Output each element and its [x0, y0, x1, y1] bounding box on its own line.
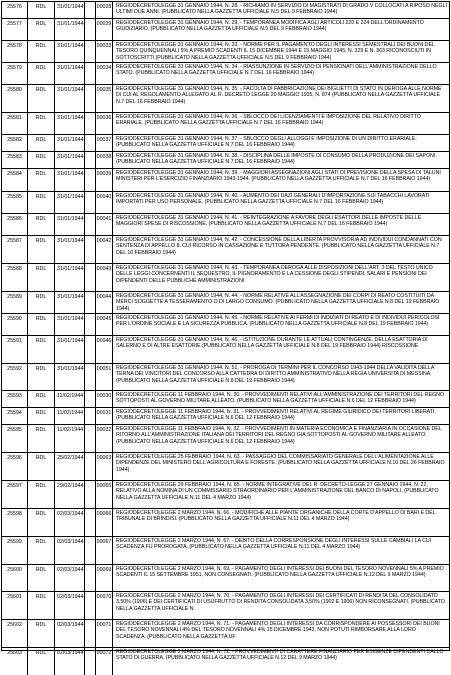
act-number: 00029: [96, 19, 113, 40]
record-number: 25583: [2, 152, 28, 168]
record-number: 25602: [2, 620, 28, 647]
blank-cell: [85, 592, 96, 619]
act-date: 31/01/1944: [55, 364, 85, 390]
act-type: RDL: [28, 425, 55, 452]
act-number: 00042: [96, 236, 113, 263]
record-number: 25593: [2, 391, 28, 407]
act-type: RDL: [28, 336, 55, 363]
act-number: 00063: [96, 453, 113, 480]
blank-cell: [85, 537, 96, 564]
act-number: 00038: [96, 152, 113, 168]
record-number: 25600: [2, 565, 28, 591]
blank-cell: [85, 113, 96, 134]
table-row: [2, 408, 449, 425]
table-row: [2, 364, 449, 391]
act-number: 00036: [96, 113, 113, 134]
act-number: 00032: [96, 425, 113, 452]
blank-cell: [85, 85, 96, 112]
act-type: RDL: [28, 314, 55, 335]
blank-cell: [85, 292, 96, 313]
record-number: 25596: [2, 453, 28, 480]
act-type: RDL: [28, 63, 55, 84]
blank-cell: [85, 453, 96, 480]
record-number: 25592: [2, 364, 28, 390]
act-number: 00046: [96, 336, 113, 363]
act-number: 00065: [96, 481, 113, 508]
act-description: REGIODECRETOLEGGE 31 GENNAIO 1944, N. 41. - REINTEGRAZIONE A FAVORE DEGLI ESATTORI DELLE IMPOSTE DELLE MAGGIORI SPESE DI RISCOSSIONE. (PUBBLICATO NELLA GAZZETTA UFFICIALE N.7 DEL 16 FEBBRAIO 1944): [116, 215, 422, 228]
blank-cell: [85, 2, 96, 18]
act-number: 00041: [96, 214, 113, 235]
act-description: REGIODECRETOLEGGE 31 GENNAIO 1944, N. 51. - PROROGA DI TERMINI PER IL CONCORSO 1943-1944 DELLA VALIDITA DELLA TERNA DEI VINCITORI DEL CONCORSO ALLA CATTEDRA DI DIRITTO AMMINISTRATIVO NELLA REGIA UNIVERSITA DI MESSINA. (PUBBLICATO NELLA GAZZETTA UFFICIALE N.8 DEL 19 FEBBRAIO 1944): [116, 365, 435, 384]
act-date: 31/01/1944: [55, 135, 85, 151]
act-number: 00071: [96, 620, 113, 647]
act-description: REGIODECRETOLEGGE 31 GENNAIO 1944, N. 37. - SBLOCCO DEGLI ALLOGGI E IMPOSIZIONE DI UN DIRITTO ERARIALE. (PUBBLICATO NELLA GAZZETTA UFFICIALE N.7 DEL 16 FEBBRAIO 1944): [116, 136, 417, 149]
act-number: 00067: [96, 537, 113, 564]
act-description: REGIODECRETOLEGGE 31 GENNAIO 1944, N. 39. - MAGGIORI ASSEGNAZIONI AGLI STATI DI PREVISIONE DELLA SPESA DI TALUNI MINISTERI PER L'ESERCIZIO FINANZIARIO 1943-1944. (PUBBLICATO NELLA GAZZETTA UFFICIALE N.7 DEL 16 FEBBRAIO 1944): [116, 170, 441, 183]
act-description: REGIODECRETOLEGGE 2 MARZO 1944, N. 69. - PAGAMENTO DEGLI INTERESSI DEI BUONI DEL TESORO NOVENNALI 5% A PREMIO SCADENTI IL 15 SETTEMBRE 1951, NON CONSEGNATI. (PUBBLICATO NELLA GAZZETTA UFFICIALE N.12 DEL 9 MARZO 1944): [116, 566, 444, 579]
act-date: 02/03/1944: [55, 537, 85, 564]
record-number: 25597: [2, 481, 28, 508]
blank-cell: [85, 364, 96, 390]
act-description: REGIODECRETOLEGGE 2 MARZO 1944, N. 66. - MODIFICHE ALLE PIANTE ORGANICHE DELLA CORTE D'APPELLO DI BARI E DEL TRIBUNALE DI BRINDISI. (PUBBLICATO NELLA GAZZETTA UFFICIALE N.11 DEL 4 MARZO 1944): [116, 510, 436, 523]
act-date: 11/02/1944: [55, 391, 85, 407]
act-date: 31/01/1944: [55, 314, 85, 335]
table-row: [2, 453, 449, 481]
act-description: REGIODECRETOLEGGE 31 GENNAIO 1944, N. 38. - DISCIPLINA DELLE IMPOSTE DI CONSUMO DELLA PRODUZIONE DEI SAPONI. (PUBBLICATO NELLA GAZZETTA UFFICIALE N.7 DEL 16 FEBBRAIO 1944): [116, 153, 437, 166]
table-row: [2, 425, 449, 453]
table-row: [2, 63, 449, 85]
act-number: 00069: [96, 565, 113, 591]
act-description: REGIODECRETOLEGGE 31 GENNAIO 1944, N. 34. - RIASSUNZIONE IN SERVIZIO DI PENSIONATI DELL'AMMINISTRAZIONE DELLO STATO. (PUBBLICATO NELLA GAZZETTA UFFICIALE N.7 DEL 16 FEBBRAIO 1944): [116, 64, 437, 77]
act-description: REGIODECRETOLEGGE 2 MARZO 1944, N. 67. - DEBITO DELLA CORRESPONSIONE DEGLI INTERESSI SULLE CAMBIALI LA CUI SCADENZA FU PROROGATA. (PUBBLICATO NELLA GAZZETTA UFFICIALE N.11 DEL 4 MARZO 1944): [116, 538, 432, 551]
act-date: 31/01/1944: [55, 214, 85, 235]
act-type: RDL: [28, 509, 55, 536]
record-number: 25579: [2, 63, 28, 84]
record-number: 25603: [2, 648, 28, 675]
act-description: REGIODECRETOLEGGE 31 GENNAIO 1944, N. 46. - ISTITUZIONE DURANTE LE ATTUALI CONTINGENZE, DELLA ESATTORIA DI SALERNO E DI ALTRE ESATTORIE (PUBBLICATO NELLA GAZZETTA UFFICIALE N.8 DEL 19 FEBBRAIO 1944) RISCOSSIONE: [116, 337, 428, 350]
act-date: 02/03/1944: [55, 592, 85, 619]
act-number: 00039: [96, 169, 113, 191]
act-type: RDL: [28, 214, 55, 235]
table-row: [2, 314, 449, 336]
record-number: 25577: [2, 19, 28, 40]
table-row: [2, 509, 449, 537]
blank-cell: [85, 314, 96, 335]
act-number: 00028: [96, 2, 113, 18]
act-description: REGIODECRETOLEGGE 2 MARZO 1944, N. 72. - PROVVEDIMENTI DI CARATTERE FINANZIARIO PER ESIGENZE DIPENDENTI DALLO STATO DI GUERRA. (PUBBLICATO NELLA GAZZETTA UFFICIALE N.12 DEL 9 MARZO 1944): [116, 649, 444, 662]
blank-cell: [85, 192, 96, 213]
act-type: RDL: [28, 236, 55, 263]
table-row: [2, 391, 449, 408]
table-row: [2, 41, 449, 63]
act-number: 00043: [96, 264, 113, 291]
act-description: REGIODECRETOLEGGE 11 FEBBRAIO 1944, N. 32. - PROVVEDIMENTI IN MATERIA ECONOMICA E FINANZIARIA IN OCCASIONE DEL RITORNO ALL'AMMINISTRAZIONE ITALIANA DEI TERRITORI DEL REGNO GIA SOTTOPOSTI AL GOVERNO MILITARE ALLEATO. (PUBBLICATO NELLA GAZZETTA UFFICIALE N.6 DEL 12 FEBBRAIO 1944): [116, 426, 442, 445]
act-date: 11/02/1944: [55, 408, 85, 424]
act-type: RDL: [28, 481, 55, 508]
act-number: 00072: [96, 648, 113, 675]
act-date: 11/02/1944: [55, 425, 85, 452]
act-number: 00051: [96, 364, 113, 390]
act-description: REGIODECRETOLEGGE 31 GENNAIO 1944, N. 28. - RICHIAMO IN SERVIZIO DI MAGISTRATI DI GRADO V COLLOCATI A RIPOSO NEGLI ULTIMI DUE ANNI. (PUBBLICATO NELLA GAZZETTA UFFICIALE N.5 DEL 9 FEBBRAIO 1944): [116, 3, 447, 16]
act-date: 31/01/1944: [55, 63, 85, 84]
table-row: [2, 135, 449, 152]
act-type: RDL: [28, 264, 55, 291]
act-description: REGIODECRETOLEGGE 31 GENNAIO 1944, N. 40. - AUMENTO DEI DAZI GENERALI D'IMPORTAZIONE SUI TABACCHI LAVORATI IMPORTATI PER USO PERSONALE. (PUBBLICATO NELLA GAZZETTA UFFICIALE N.7 DEL 16 FEBBRAIO 1944): [116, 193, 430, 206]
blank-cell: [85, 63, 96, 84]
blank-cell: [85, 41, 96, 62]
act-description: REGIODECRETOLEGGE 31 GENNAIO 1944, N. 29. - TEMPORANEA MODIFICA AGLI ARTICOLI 220 E 224 DELL'ORDINAMENTO GIUDIZIARIO. (PUBBLICATO NELLA GAZZETTA UFFICIALE N.5 DEL 9 FEBBRAIO 1944): [116, 20, 424, 33]
act-date: 29/02/1944: [55, 481, 85, 508]
record-number: 25588: [2, 264, 28, 291]
act-date: 31/01/1944: [55, 336, 85, 363]
blank-cell: [85, 509, 96, 536]
act-type: RDL: [28, 2, 55, 18]
table-row: [2, 2, 449, 19]
act-description: REGIODECRETOLEGGE 31 GENNAIO 1944, N. 35. - FACOLTA DI FABBRICAZIONE DEI BIGLIETTI DI STATO IN DEROGA ALLE NORME DI CUI AL REGOLAMENTO ALLEGATO AL R. DECRETO LEGGE 20 MAGGIO 1935, N. 874 (PUBBLICATO NELLA GAZZETTA UFFICIALE N.7 DEL 16 FEBBRAIO 1944): [116, 86, 442, 105]
act-date: 31/01/1944: [55, 2, 85, 18]
act-number: 00040: [96, 192, 113, 213]
act-number: 00037: [96, 135, 113, 151]
table-row: [2, 592, 449, 620]
act-date: 31/01/1944: [55, 85, 85, 112]
act-type: RDL: [28, 152, 55, 168]
blank-cell: [85, 481, 96, 508]
blank-cell: [85, 264, 96, 291]
act-type: RDL: [28, 19, 55, 40]
act-number: 00033: [96, 41, 113, 62]
table-row: [2, 648, 449, 675]
blank-cell: [85, 391, 96, 407]
act-type: RDL: [28, 292, 55, 313]
act-number: 00066: [96, 509, 113, 536]
act-description: REGIODECRETOLEGGE 25 FEBBRAIO 1944, N. 63. - PASSAGGIO DEL COMMISSARIATO GENERALE DELL'ALIMENTAZIONE ALLE DIPENDENZE DEL MINISTERO DELL'AGRICOLTURA E FORESTE. (PUBBLICATO NELLA GAZZETTA UFFICIALE N.10 DEL 26 FEBBRAIO 1944): [116, 454, 445, 473]
record-number: 25578: [2, 41, 28, 62]
blank-cell: [85, 425, 96, 452]
record-number: 25594: [2, 408, 28, 424]
act-type: RDL: [28, 592, 55, 619]
act-type: RDL: [28, 113, 55, 134]
act-number: 00030: [96, 391, 113, 407]
act-description: REGIODECRETOLEGGE 31 GENNAIO 1944, N. 36. - SBLOCCO DEI LICENZIAMENTI E IMPOSIZIONE DEL RELATIVO DIRITTO ERARIALE. (PUBBLICATO NELLA GAZZETTA UFFICIALE N.7 DEL 16 FEBBRAIO 1944): [116, 114, 421, 127]
record-number: 25595: [2, 425, 28, 452]
act-description: REGIODECRETOLEGGE 29 FEBBRAIO 1944, N. 65. - NORME INTEGRATIVE DEL R. DECRETO-LEGGE 27 GENNAIO 1944, N. 22, RELATIVO ALLA NOMINA DI UN COMMISSARIO STRAORDINARIO PER L'AMMINISTRAZIONE DEL BANCO DI NAPOLI. (PUBBLICATO NELLA GAZZETTA UFFICIALE N.11 DEL 4 MARZO 1944): [116, 482, 439, 501]
record-number: 25589: [2, 292, 28, 313]
table-row: [2, 481, 449, 509]
table-row: [2, 236, 449, 264]
act-type: RDL: [28, 85, 55, 112]
blank-cell: [85, 648, 96, 675]
act-type: RDL: [28, 453, 55, 480]
blank-cell: [85, 19, 96, 40]
record-number: 25585: [2, 192, 28, 213]
act-number: 00045: [96, 314, 113, 335]
table-row: [2, 152, 449, 169]
act-type: RDL: [28, 41, 55, 62]
blank-cell: [85, 236, 96, 263]
blank-cell: [85, 336, 96, 363]
act-type: RDL: [28, 135, 55, 151]
act-number: 00031: [96, 408, 113, 424]
act-description: REGIODECRETOLEGGE 31 GENNAIO 1944, N. 43. - TEMPORANEA DEROGA ALLE DISPOSIZIONI DELL'ART. 3 DEL TESTO UNICO DELLE LEGGI CONCERNENTI IL SEQUESTRO, IL PIGNORAMENTO E LA CESSIONE DEGLI STIPENDI, SALARI E PENSIONI DEI DIPENDENTI DELLE PUBBLICHE AMMINISTRAZIONI: [116, 265, 433, 284]
act-date: 02/03/1944: [55, 509, 85, 536]
act-type: RDL: [28, 565, 55, 591]
act-number: 00035: [96, 85, 113, 112]
act-date: 31/01/1944: [55, 41, 85, 62]
record-number: 25580: [2, 85, 28, 112]
act-type: RDL: [28, 408, 55, 424]
act-date: 02/03/1944: [55, 648, 85, 675]
act-date: 31/01/1944: [55, 152, 85, 168]
table-row: [2, 19, 449, 41]
table-row: [2, 292, 449, 314]
blank-cell: [85, 135, 96, 151]
act-date: 02/03/1944: [55, 565, 85, 591]
act-date: 31/01/1944: [55, 292, 85, 313]
record-number: 25590: [2, 314, 28, 335]
record-number: 25576: [2, 2, 28, 18]
record-number: 25591: [2, 336, 28, 363]
act-type: RDL: [28, 620, 55, 647]
act-type: RDL: [28, 391, 55, 407]
act-description: REGIODECRETOLEGGE 31 GENNAIO 1944, N. 42. - CONCESSIONE DELLA LIBERTA PROVVISORIA AD INDIVIDUI CONDANNATI CON SENTENZA DI APPELLO IL CUI RICORSO IN CASSAZIONE E TUTTORA PENDENTE. (PUBBLICATO NELLA GAZZETTA UFFICIALE N.7 DEL 16 FEBBRAIO 1944): [116, 237, 442, 256]
blank-cell: [85, 408, 96, 424]
blank-cell: [85, 169, 96, 191]
record-number: 25599: [2, 537, 28, 564]
table-row: [2, 620, 449, 648]
record-number: 25586: [2, 214, 28, 235]
blank-cell: [85, 152, 96, 168]
table-row: [2, 336, 449, 364]
act-date: 25/02/1944: [55, 453, 85, 480]
act-date: 31/01/1944: [55, 264, 85, 291]
act-date: 31/01/1944: [55, 236, 85, 263]
act-type: RDL: [28, 169, 55, 191]
table-row: [2, 537, 449, 565]
act-date: 31/01/1944: [55, 192, 85, 213]
act-type: RDL: [28, 537, 55, 564]
act-date: 31/01/1944: [55, 169, 85, 191]
act-type: RDL: [28, 192, 55, 213]
table-row: [2, 214, 449, 236]
record-number: 25581: [2, 113, 28, 134]
table-row: [2, 565, 449, 592]
table-row: [2, 264, 449, 292]
table-row: [2, 192, 449, 214]
record-number: 25584: [2, 169, 28, 191]
act-number: 00070: [96, 592, 113, 619]
act-description: REGIODECRETOLEGGE 11 FEBBRAIO 1944, N. 31. - PROVVEDIMENTI RELATIVI AL REGIME GIURIDICO DEI TERRITORI LIBERATI. (PUBBLICATO NELLA GAZZETTA UFFICIALE N.6 DEL 12 FEBBRAIO 1944): [116, 409, 436, 422]
act-number: 00034: [96, 63, 113, 84]
act-type: RDL: [28, 648, 55, 675]
blank-cell: [85, 214, 96, 235]
record-number: 25582: [2, 135, 28, 151]
act-date: 31/01/1944: [55, 113, 85, 134]
record-number: 25587: [2, 236, 28, 263]
blank-cell: [85, 565, 96, 591]
act-description: REGIODECRETOLEGGE 31 GENNAIO 1944, N. 33. - NORME PER IL PAGAMENTO DEGLI INTERESSI SEMESTRALI DEI BUONI DEL TESORO QUINQUENNALI 5% A PREMIO SCADENTI IL 15 DICEMBRE 1944 E 15 MAGGIO 1945, N. 329 E N. 363 RICONOSCIUTI IN SOTTOSCRITTI (PUBBLICATO NELLA GAZZETTA UFFICIALE N.5 DEL 9 FEBBRAIO 1944): [116, 42, 435, 61]
table-row: [2, 85, 449, 113]
act-description: REGIODECRETOLEGGE 11 FEBBRAIO 1944, N. 30. - PROVVEDIMENTI RELATIVI ALL'AMMINISTRAZIONE DEI TERRITORI DEL REGNO SOTTOPOSTI AL GOVERNO MILITARE ALLEATO. (PUBBLICATO NELLA GAZZETTA UFFICIALE N.6 DEL 12 FEBBRAIO 1944): [116, 392, 444, 405]
act-description: REGIODECRETOLEGGE 31 GENNAIO 1944, N. 45. - NORME RELATIVE AI FERMI DI INDIZIATI DI REATO E DI INDIVIDUI PERICOLOSI PER L'ORDINE SOCIALE E LA SICUREZZA PUBBLICA. (PUBBLICATO NELLA GAZZETTA UFFICIALE N.8 DEL 19 FEBBRAIO 1944): [116, 315, 440, 328]
act-number: 00044: [96, 292, 113, 313]
record-number: 25598: [2, 509, 28, 536]
table-row: [2, 113, 449, 135]
act-description: REGIODECRETOLEGGE 2 MARZO 1944, N. 70. - PAGAMENTO DEGLI INTERESSI DEI CERTIFICATI DI RENDITA DEL CONSOLIDATO 3,50% (1906) E DEI CERTIFICATI DI USUFRUTTO DI RENDITA CONSOLIDATA 3,50% (1902 E 1906) NON RICONSEGNATI. (PUBBLICATO NELLA GAZZETTA UFFICIALE N: [116, 593, 445, 612]
act-date: 02/03/1944: [55, 620, 85, 647]
blank-cell: [85, 620, 96, 647]
table-row: [2, 169, 449, 192]
act-description: REGIODECRETOLEGGE 2 MARZO 1944, N. 71. - PAGAMENTO DEGLI INTERESSI DA CORRISPONDERE AI POSSESSORI DEI BUONI DEL TESORO NOVENNALI 4% DEL TESORO NOVENNALI 4% 15 DICEMBRE 1943, NON POTUTI RIMBORSARE ALLA LORO SCADENZA. (PUBBLICATO NELLA GAZZETTA UF: [116, 621, 440, 640]
document-table: [1, 1, 450, 662]
act-date: 31/01/1944: [55, 19, 85, 40]
act-type: RDL: [28, 364, 55, 390]
act-description: REGIODECRETOLEGGE 31 GENNAIO 1944, N. 44. - NORME RELATIVE ALL'ASSEGNAZIONE DEI CORPI DI REATO COSTITUITI DA MERCI SOGGETTE A TESSERAMENTO O DI LARGO CONSUMO. (PUBBLICATO NELLA GAZZETTA UFFICIALE N.8 DEL 19 FEBBRAIO 1944): [116, 293, 440, 312]
record-number: 25601: [2, 592, 28, 619]
